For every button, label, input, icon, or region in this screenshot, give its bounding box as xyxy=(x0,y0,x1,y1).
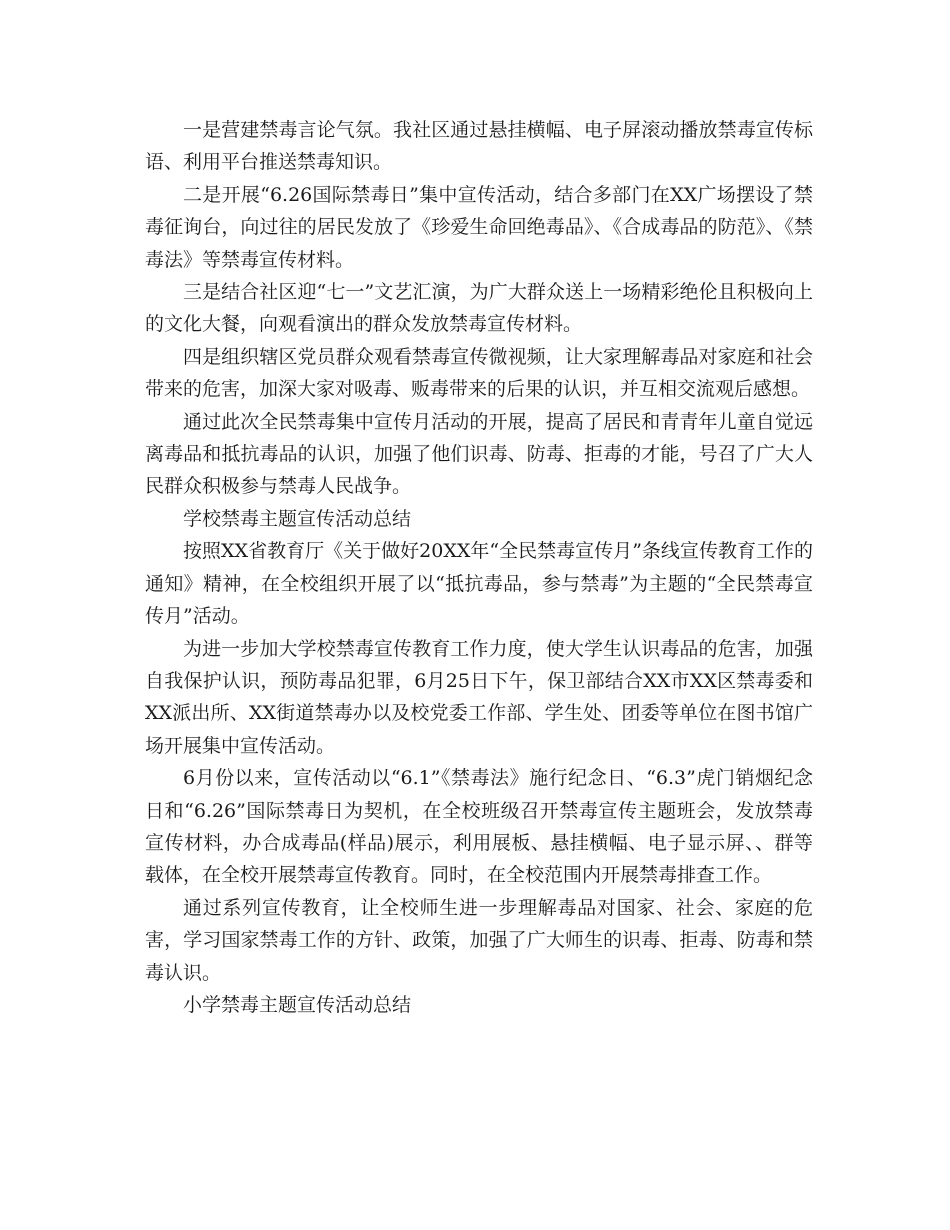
document-body xyxy=(145,114,813,1021)
paragraph-6: 按照XX省教育厅《关于做好20XX年“全民禁毒宣传月”条线宣传教育工作的通知》精神，在全校组织开展了以“抵抗毒品，参与禁毒”为主题的“全民禁毒宣传月”活动。 xyxy=(145,540,813,628)
paragraph-1: 一是营建禁毒言论气氛。我社区通过悬挂横幅、电子屏滚动播放禁毒宣传标语、利用平台推送禁毒知识。 xyxy=(145,119,813,174)
paragraph-9: 通过系列宣传教育，让全校师生进一步理解毒品对国家、社会、家庭的危害，学习国家禁毒工作的方针、政策，加强了广大师生的识毒、拒毒、防毒和禁毒认识。 xyxy=(145,896,813,984)
section-heading-primary-school: 小学禁毒主题宣传活动总结 xyxy=(183,993,412,1016)
paragraph-5: 通过此次全民禁毒集中宣传月活动的开展，提高了居民和青青年儿童自觉远离毒品和抵抗毒品的认识，加强了他们识毒、防毒、拒毒的才能，号召了广大人民群众积极参与禁毒人民战争。 xyxy=(145,410,813,498)
paragraph-7: 为进一步加大学校禁毒宣传教育工作力度，使大学生认识毒品的危害，加强自我保护认识，预防毒品犯罪，6月25日下午，保卫部结合XX市XX区禁毒委和XX派出所、XX街道禁毒办以及校党委工作部、学生处、团委等单位在图书馆广场开展集中宣传活动。 xyxy=(145,637,813,757)
paragraph-4: 四是组织辖区党员群众观看禁毒宣传微视频，让大家理解毒品对家庭和社会带来的危害，加深大家对吸毒、贩毒带来的后果的认识，并互相交流观后感想。 xyxy=(145,345,813,401)
paragraph-8: 6月份以来，宣传活动以“6.1”《禁毒法》施行纪念日、“6.3”虎门销烟纪念日和“6.26”国际禁毒日为契机，在全校班级召开禁毒宣传主题班会，发放禁毒宣传材料，办合成毒品(样品)展示，利用展板、悬挂横幅、电子显示屏、、群等载体，在全校开展禁毒宣传教育。同时，在全校范围内开展禁毒排查工作。 xyxy=(145,767,813,887)
section-heading-school: 学校禁毒主题宣传活动总结 xyxy=(183,507,412,530)
paragraph-3: 三是结合社区迎“七一”文艺汇演，为广大群众送上一场精彩绝伦且积极向上的文化大餐，向观看演出的群众发放禁毒宣传材料。 xyxy=(145,281,813,336)
paragraph-2: 二是开展“6.26国际禁毒日”集中宣传活动，结合多部门在XX广场摆设了禁毒征询台，向过往的居民发放了《珍爱生命回绝毒品》、《合成毒品的防范》、《禁毒法》等禁毒宣传材料。 xyxy=(145,183,813,271)
